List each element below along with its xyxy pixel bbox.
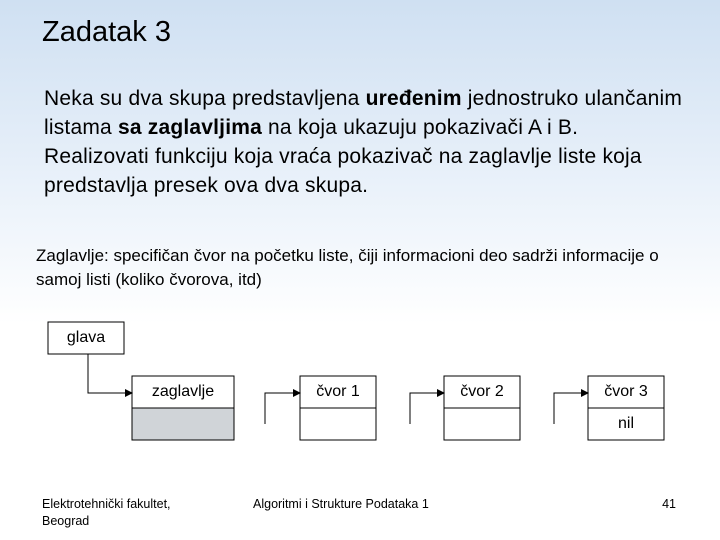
node1-label: čvor 1 — [316, 383, 360, 400]
node1-next — [300, 408, 376, 440]
arrow-node2-to-node3 — [554, 393, 588, 424]
arrow-glava-to-header — [88, 354, 132, 393]
task-bold-2: sa zaglavljima — [117, 116, 263, 139]
header-definition-note: Zaglavlje: specifičan čvor na početku liste, čiji informacioni deo sadrži informacije o samoj listi (koliko čvorova, itd) — [36, 246, 659, 289]
node3-label: čvor 3 — [604, 383, 648, 400]
nil-label: nil — [617, 415, 634, 432]
node2-label: čvor 2 — [460, 383, 504, 400]
zaglavlje-node-bottom — [132, 408, 234, 440]
task-text-2: jednostruko ulančanim listama — [44, 87, 683, 139]
glava-label: glava — [66, 329, 106, 346]
footer-institution: Elektrotehnički fakultet, Beograd — [42, 497, 171, 528]
arrow-node1-to-node2 — [410, 393, 444, 424]
footer-page-number: 41 — [662, 497, 676, 511]
node2-next — [444, 408, 520, 440]
slide-title: Zadatak 3 — [42, 16, 171, 48]
task-text-1: Neka su dva skupa predstavljena — [44, 87, 366, 110]
footer-course: Algoritmi i Strukture Podataka 1 — [253, 497, 429, 511]
task-text-3: na koja ukazuju pokazivači A i B. Realizovati funkciju koja vraća pokazivač na zaglavlje liste koja predstavlja presek ova dva skupa. — [44, 116, 642, 197]
task-bold-1: uređenim — [365, 87, 462, 110]
zaglavlje-label: zaglavlje — [151, 383, 215, 400]
arrow-header-to-node1 — [265, 393, 300, 424]
